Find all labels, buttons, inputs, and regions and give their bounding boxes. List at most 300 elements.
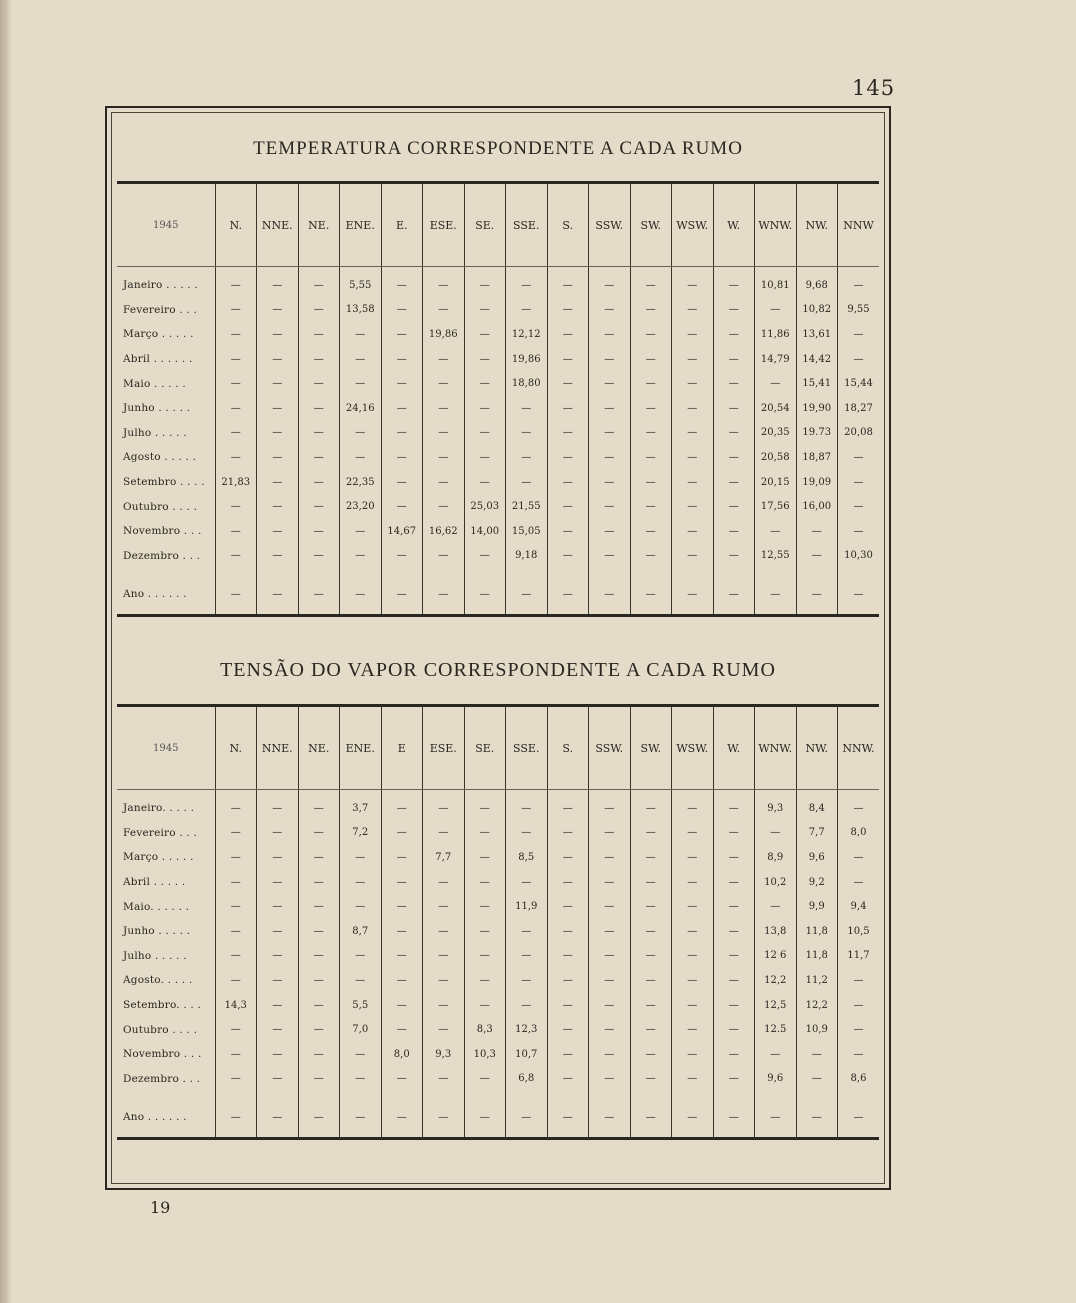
table-cell: —	[506, 919, 548, 944]
table-cell: —	[547, 371, 589, 396]
table-cell: —	[298, 1017, 340, 1042]
table-cell: —	[838, 1042, 880, 1067]
table-cell: —	[464, 870, 506, 895]
table-cell: —	[340, 519, 382, 544]
table-cell: —	[340, 421, 382, 446]
table-cell: —	[340, 347, 382, 372]
table-cell: —	[464, 371, 506, 396]
table-cell: —	[547, 944, 589, 969]
table-cell: —	[464, 1091, 506, 1139]
table-row	[117, 322, 879, 347]
temperatura-title: TEMPERATURA CORRESPONDENTE A CADA RUMO	[253, 138, 743, 159]
table-cell: —	[257, 790, 299, 821]
table-cell: —	[340, 322, 382, 347]
table-cell: —	[298, 519, 340, 544]
column-header: NW.	[796, 706, 838, 790]
table-cell: —	[215, 919, 257, 944]
table-cell: 21,83	[215, 470, 257, 495]
table-cell: —	[464, 568, 506, 616]
table-cell: —	[340, 544, 382, 569]
table-cell: —	[215, 944, 257, 969]
table-cell: —	[547, 790, 589, 821]
table-cell: —	[589, 396, 631, 421]
table-cell: 9,3	[423, 1042, 465, 1067]
table-cell: —	[298, 1042, 340, 1067]
month-label: Maio . . . . .	[123, 377, 186, 390]
table-cell: —	[630, 968, 672, 993]
header-row	[117, 183, 879, 267]
table-cell: 18,27	[838, 396, 880, 421]
table-row	[117, 298, 879, 323]
table-cell: 8,9	[755, 845, 797, 870]
table-cell: —	[298, 568, 340, 616]
column-header: SSW.	[589, 706, 631, 790]
table-cell: —	[298, 494, 340, 519]
tensao-table	[117, 704, 879, 1140]
table-cell: 19,86	[423, 322, 465, 347]
column-header: WSW.	[672, 183, 714, 267]
table-cell: —	[257, 322, 299, 347]
table-cell: —	[340, 1042, 382, 1067]
table-cell: 5,55	[340, 267, 382, 298]
table-cell: —	[423, 968, 465, 993]
month-label: Agosto . . . . .	[123, 451, 197, 464]
column-header: SSE.	[506, 706, 548, 790]
month-label: Junho . . . . .	[123, 925, 191, 938]
table-cell: —	[423, 347, 465, 372]
month-label: Abril . . . . . .	[123, 353, 193, 366]
column-header: NE.	[298, 706, 340, 790]
table-cell: —	[464, 821, 506, 846]
table-cell: —	[506, 870, 548, 895]
table-cell: —	[506, 568, 548, 616]
table-cell: —	[215, 371, 257, 396]
table-cell: —	[630, 790, 672, 821]
month-label: Março . . . . .	[123, 851, 194, 864]
table-cell: —	[713, 519, 755, 544]
column-header: NNE.	[257, 706, 299, 790]
table-cell: 3,7	[340, 790, 382, 821]
table-cell: —	[838, 494, 880, 519]
table-cell: 9,68	[796, 267, 838, 298]
table-cell: —	[423, 993, 465, 1018]
column-header: WNW.	[755, 183, 797, 267]
table-cell: 11,7	[838, 944, 880, 969]
table-cell: —	[547, 568, 589, 616]
table-cell: —	[381, 1091, 423, 1139]
table-cell: —	[589, 322, 631, 347]
table-cell: 13,58	[340, 298, 382, 323]
table-cell: —	[713, 494, 755, 519]
table-cell: 7,7	[423, 845, 465, 870]
table-cell: —	[423, 371, 465, 396]
table-cell: —	[257, 968, 299, 993]
column-header: ESE.	[423, 706, 465, 790]
table-cell: —	[547, 993, 589, 1018]
table-cell: 16,62	[423, 519, 465, 544]
table-cell: 14,79	[755, 347, 797, 372]
month-label: Outubro . . . .	[123, 500, 198, 513]
table-cell: 12 6	[755, 944, 797, 969]
table-cell: —	[298, 267, 340, 298]
table-cell: 7,0	[340, 1017, 382, 1042]
table-row	[117, 267, 879, 298]
table-cell: —	[215, 870, 257, 895]
table-cell: —	[713, 919, 755, 944]
table-cell: —	[630, 421, 672, 446]
table-cell: —	[547, 445, 589, 470]
table-cell: —	[672, 1017, 714, 1042]
column-header: N.	[215, 706, 257, 790]
table-cell: —	[257, 944, 299, 969]
table-cell: —	[672, 790, 714, 821]
table-cell: —	[547, 1017, 589, 1042]
table-cell: —	[423, 298, 465, 323]
month-label: Julho . . . . .	[123, 426, 187, 439]
table-cell: —	[464, 421, 506, 446]
table-cell: —	[672, 322, 714, 347]
table-cell: —	[340, 968, 382, 993]
month-label: Novembro . . .	[123, 1048, 202, 1061]
table-cell: —	[257, 298, 299, 323]
table-cell: 8,4	[796, 790, 838, 821]
table-cell: —	[340, 944, 382, 969]
table-cell: —	[423, 396, 465, 421]
table-row	[117, 894, 879, 919]
table-cell: —	[838, 470, 880, 495]
table-cell: —	[589, 821, 631, 846]
table-cell: —	[630, 322, 672, 347]
table-cell: —	[630, 870, 672, 895]
table-cell: —	[755, 568, 797, 616]
month-label: Maio. . . . . .	[123, 900, 190, 913]
table-cell: —	[547, 544, 589, 569]
month-label: Janeiro. . . . .	[123, 802, 195, 815]
table-cell: —	[838, 445, 880, 470]
table-cell: —	[713, 421, 755, 446]
table-cell: —	[215, 445, 257, 470]
table-cell: —	[215, 298, 257, 323]
header-row	[117, 706, 879, 790]
table-cell: —	[257, 544, 299, 569]
table-row	[117, 470, 879, 495]
table-cell: 10,9	[796, 1017, 838, 1042]
table-cell: 15,44	[838, 371, 880, 396]
table-cell: —	[713, 1067, 755, 1092]
table-row	[117, 421, 879, 446]
table-cell: —	[589, 919, 631, 944]
table-cell: —	[713, 894, 755, 919]
temperatura-table	[117, 181, 879, 617]
table-cell: —	[672, 968, 714, 993]
table-cell: —	[464, 267, 506, 298]
table-cell: —	[257, 1017, 299, 1042]
table-cell: —	[547, 322, 589, 347]
month-label: Setembro . . . .	[123, 476, 205, 489]
table-cell: —	[672, 1067, 714, 1092]
table-cell: —	[506, 267, 548, 298]
table-cell: —	[589, 519, 631, 544]
table-cell: —	[423, 494, 465, 519]
table-cell: 9,55	[838, 298, 880, 323]
table-cell: —	[215, 1067, 257, 1092]
table-cell: —	[838, 519, 880, 544]
table-cell: —	[506, 396, 548, 421]
table-row	[117, 1042, 879, 1067]
table-cell: —	[713, 470, 755, 495]
table-cell: —	[298, 371, 340, 396]
table-cell: —	[713, 1042, 755, 1067]
table-cell: —	[381, 993, 423, 1018]
table-cell: —	[215, 421, 257, 446]
table-cell: —	[672, 371, 714, 396]
table-cell: 22,35	[340, 470, 382, 495]
table-cell: —	[298, 944, 340, 969]
table-cell: 8,6	[838, 1067, 880, 1092]
table-row	[117, 371, 879, 396]
month-label: Dezembro . . .	[123, 549, 201, 562]
table-cell: —	[589, 870, 631, 895]
table-cell: —	[713, 845, 755, 870]
table-cell: —	[381, 470, 423, 495]
table-cell: —	[589, 790, 631, 821]
table-row	[117, 919, 879, 944]
month-label: Junho . . . . .	[123, 402, 191, 415]
table-cell: —	[298, 845, 340, 870]
table-cell: —	[796, 519, 838, 544]
month-label: Abril . . . . .	[123, 876, 186, 889]
table-cell: —	[215, 494, 257, 519]
table-cell: —	[589, 968, 631, 993]
table-cell: —	[547, 470, 589, 495]
table-cell: —	[589, 298, 631, 323]
table-cell: 20,35	[755, 421, 797, 446]
table-cell: —	[589, 993, 631, 1018]
table-cell: —	[630, 267, 672, 298]
column-header: NE.	[298, 183, 340, 267]
table-cell: —	[713, 445, 755, 470]
table-cell: —	[755, 298, 797, 323]
temperatura-section	[117, 117, 879, 617]
table-cell: —	[713, 298, 755, 323]
table-cell: 8,3	[464, 1017, 506, 1042]
column-header: N.	[215, 183, 257, 267]
table-cell: 24,16	[340, 396, 382, 421]
table-cell: —	[298, 993, 340, 1018]
table-cell: —	[381, 1017, 423, 1042]
table-cell: 10,30	[838, 544, 880, 569]
table-cell: 13,61	[796, 322, 838, 347]
table-cell: —	[547, 968, 589, 993]
table-cell: —	[423, 544, 465, 569]
table-cell: —	[340, 568, 382, 616]
table-cell: —	[464, 298, 506, 323]
table-row	[117, 790, 879, 821]
table-cell: 12,2	[796, 993, 838, 1018]
table-cell: —	[298, 894, 340, 919]
table-cell: —	[838, 267, 880, 298]
table-cell: —	[257, 445, 299, 470]
table-cell: —	[215, 845, 257, 870]
table-row	[117, 821, 879, 846]
table-cell: —	[672, 267, 714, 298]
table-cell: —	[672, 421, 714, 446]
table-cell: 9,4	[838, 894, 880, 919]
table-cell: —	[464, 968, 506, 993]
table-cell: 10,7	[506, 1042, 548, 1067]
table-cell: —	[423, 470, 465, 495]
column-header: W.	[713, 706, 755, 790]
table-cell: —	[672, 494, 714, 519]
month-label: Novembro . . .	[123, 525, 202, 538]
column-header: NNW.	[838, 706, 880, 790]
table-cell: —	[672, 298, 714, 323]
table-cell: —	[547, 845, 589, 870]
table-cell: —	[257, 821, 299, 846]
table-cell: —	[215, 396, 257, 421]
table-cell: 10,82	[796, 298, 838, 323]
table-cell: —	[630, 944, 672, 969]
tensao-title: TENSÃO DO VAPOR CORRESPONDENTE A CADA RUMO	[220, 659, 776, 681]
table-cell: 11,8	[796, 944, 838, 969]
table-cell: —	[589, 894, 631, 919]
table-cell: —	[755, 894, 797, 919]
table-cell: —	[713, 322, 755, 347]
table-cell: —	[257, 371, 299, 396]
table-cell: —	[257, 470, 299, 495]
table-cell: —	[215, 322, 257, 347]
table-cell: —	[381, 919, 423, 944]
table-cell: —	[796, 544, 838, 569]
table-cell: —	[630, 919, 672, 944]
table-cell: —	[464, 347, 506, 372]
table-cell: —	[547, 919, 589, 944]
year-header: 1945	[117, 706, 215, 790]
table-cell: —	[423, 944, 465, 969]
table-cell: —	[713, 944, 755, 969]
table-cell: —	[630, 1091, 672, 1139]
table-cell: —	[257, 494, 299, 519]
table-cell: 12,3	[506, 1017, 548, 1042]
table-cell: —	[838, 1017, 880, 1042]
table-cell: —	[589, 470, 631, 495]
footer-number: 19	[150, 1198, 171, 1217]
table-cell: —	[589, 1042, 631, 1067]
table-cell: 18,87	[796, 445, 838, 470]
table-cell: —	[381, 494, 423, 519]
table-cell: —	[298, 544, 340, 569]
table-cell: —	[215, 267, 257, 298]
table-cell: —	[838, 322, 880, 347]
table-cell: —	[423, 1067, 465, 1092]
table-cell: 25,03	[464, 494, 506, 519]
month-label: Ano . . . . . .	[123, 1111, 187, 1124]
table-cell: 11,9	[506, 894, 548, 919]
column-header: SE.	[464, 183, 506, 267]
table-cell: —	[713, 821, 755, 846]
column-header: E.	[381, 183, 423, 267]
table-cell: 20,15	[755, 470, 797, 495]
column-header: SW.	[630, 183, 672, 267]
table-cell: —	[506, 821, 548, 846]
table-cell: 10,2	[755, 870, 797, 895]
table-cell: —	[298, 821, 340, 846]
table-cell: —	[464, 1067, 506, 1092]
table-cell: —	[257, 870, 299, 895]
table-cell: —	[755, 371, 797, 396]
table-cell: 21,55	[506, 494, 548, 519]
month-label: Dezembro . . .	[123, 1072, 201, 1085]
table-cell: 8,7	[340, 919, 382, 944]
column-header: SW.	[630, 706, 672, 790]
table-cell: —	[464, 894, 506, 919]
table-cell: —	[755, 1042, 797, 1067]
table-cell: 9,2	[796, 870, 838, 895]
table-cell: 8,5	[506, 845, 548, 870]
table-cell: —	[672, 1091, 714, 1139]
table-cell: —	[257, 421, 299, 446]
table-cell: —	[630, 544, 672, 569]
table-cell: —	[215, 790, 257, 821]
table-cell: —	[298, 470, 340, 495]
table-cell: —	[630, 371, 672, 396]
table-cell: —	[381, 322, 423, 347]
table-cell: —	[340, 1091, 382, 1139]
table-cell: —	[215, 821, 257, 846]
table-cell: —	[381, 845, 423, 870]
table-cell: —	[672, 544, 714, 569]
table-cell: —	[589, 568, 631, 616]
table-cell: —	[630, 396, 672, 421]
month-label: Julho . . . . .	[123, 949, 187, 962]
table-cell: —	[257, 919, 299, 944]
table-cell: —	[464, 470, 506, 495]
table-cell: —	[423, 1017, 465, 1042]
table-cell: —	[298, 445, 340, 470]
table-cell: —	[713, 870, 755, 895]
table-cell: —	[298, 396, 340, 421]
table-cell: —	[381, 445, 423, 470]
table-cell: —	[381, 347, 423, 372]
table-cell: 8,0	[838, 821, 880, 846]
month-label: Janeiro . . . . .	[123, 279, 198, 292]
table-cell: —	[215, 544, 257, 569]
table-cell: 9,18	[506, 544, 548, 569]
table-cell: —	[257, 568, 299, 616]
column-header: SSE.	[506, 183, 548, 267]
table-cell: —	[215, 568, 257, 616]
table-cell: —	[630, 298, 672, 323]
table-cell: —	[713, 267, 755, 298]
table-cell: —	[381, 894, 423, 919]
table-cell: —	[381, 298, 423, 323]
table-cell: 10,81	[755, 267, 797, 298]
column-header: ESE.	[423, 183, 465, 267]
table-cell: —	[630, 470, 672, 495]
ano-row	[117, 568, 879, 616]
table-cell: —	[672, 870, 714, 895]
table-cell: —	[547, 1091, 589, 1139]
table-cell: —	[672, 445, 714, 470]
table-cell: —	[547, 821, 589, 846]
table-cell: —	[547, 870, 589, 895]
table-cell: 17,56	[755, 494, 797, 519]
table-cell: —	[215, 894, 257, 919]
table-cell: —	[506, 993, 548, 1018]
table-cell: 12,2	[755, 968, 797, 993]
table-cell: —	[381, 870, 423, 895]
table-cell: —	[423, 568, 465, 616]
